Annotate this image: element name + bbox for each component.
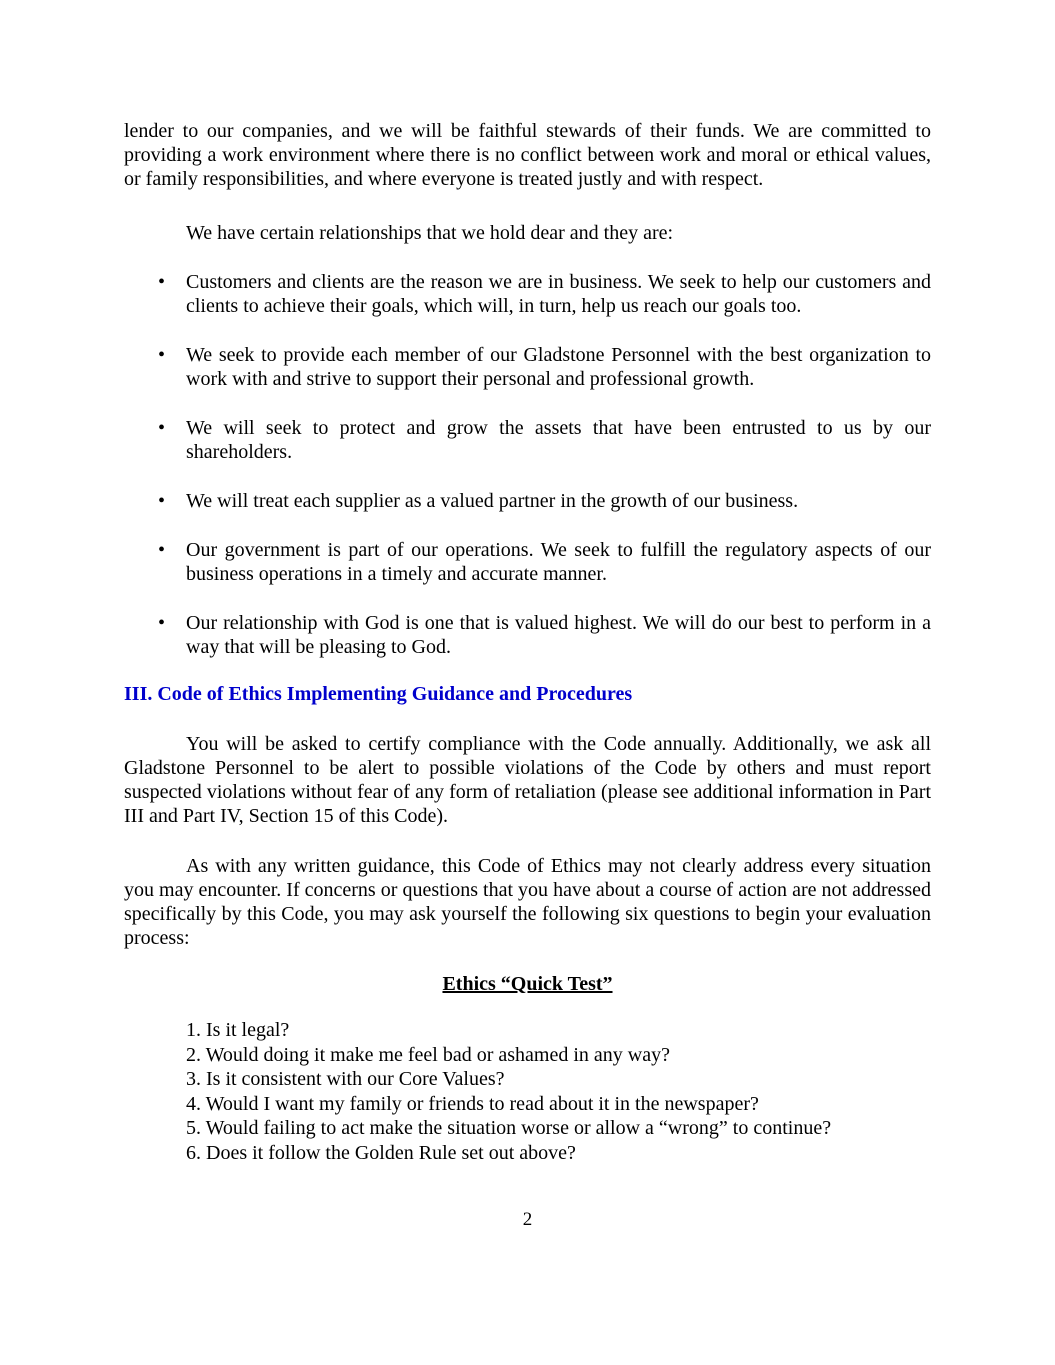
paragraph-continuation: lender to our companies, and we will be faithful stewards of their funds. We are committed to providing a work environment where there is no conflict between work and moral or ethical values, or family responsibilities, and where everyone is treated justly and with respect. [124,120,931,190]
relationships-list [124,270,931,659]
list-item: • We will seek to protect and grow the assets that have been entrusted to us by our shareholders. [124,416,931,464]
list-item: • We seek to provide each member of our Gladstone Personnel with the best organization to work with and strive to support their personal and professional growth. [124,343,931,391]
quick-test-item: 3. Is it consistent with our Core Values? [186,1068,505,1090]
quick-test-item: 6. Does it follow the Golden Rule set out above? [186,1141,576,1164]
quick-test-item: 1. Is it legal? [186,1019,290,1041]
paragraph-guidance: As with any written guidance, this Code of Ethics may not clearly address every situation you may encounter. If concerns or questions that you have about a course of action are not addressed specifically by this Code, you may ask yourself the following six questions to begin your evaluation process: [124,855,931,949]
quick-test-item: 4. Would I want my family or friends to read about it in the newspaper? [186,1092,759,1115]
list-item: • Our relationship with God is one that is valued highest. We will do our best to perform in a way that will be pleasing to God. [124,611,931,659]
list-item: • We will treat each supplier as a valued partner in the growth of our business. [124,489,931,513]
quick-test-item: 2. Would doing it make me feel bad or ashamed in any way? [186,1043,670,1066]
paragraph-certify: You will be asked to certify compliance with the Code annually. Additionally, we ask all Gladstone Personnel to be alert to possible violations of the Code by others and must report suspected violations without fear of any form of retaliation (please see additional information in Part III and Part IV, Section 15 of this Code). [124,733,931,827]
quick-test-item: 5. Would failing to act make the situation worse or allow a “wrong” to continue? [186,1117,832,1139]
quick-test-list [124,1018,931,1165]
intro-line: We have certain relationships that we hold dear and they are: [186,222,674,244]
page-number: 2 [522,1209,533,1230]
quick-test-heading [124,972,931,996]
section-heading: III. Code of Ethics Implementing Guidance and Procedures [124,683,633,705]
list-item: • Customers and clients are the reason we are in business. We seek to help our customers and clients to achieve their goals, which will, in turn, help us reach our goals too. [124,270,931,318]
quick-test-heading-text: Ethics “Quick Test” [442,973,613,995]
list-item: • Our government is part of our operations. We seek to fulfill the regulatory aspects of our business operations in a timely and accurate manner. [124,538,931,586]
